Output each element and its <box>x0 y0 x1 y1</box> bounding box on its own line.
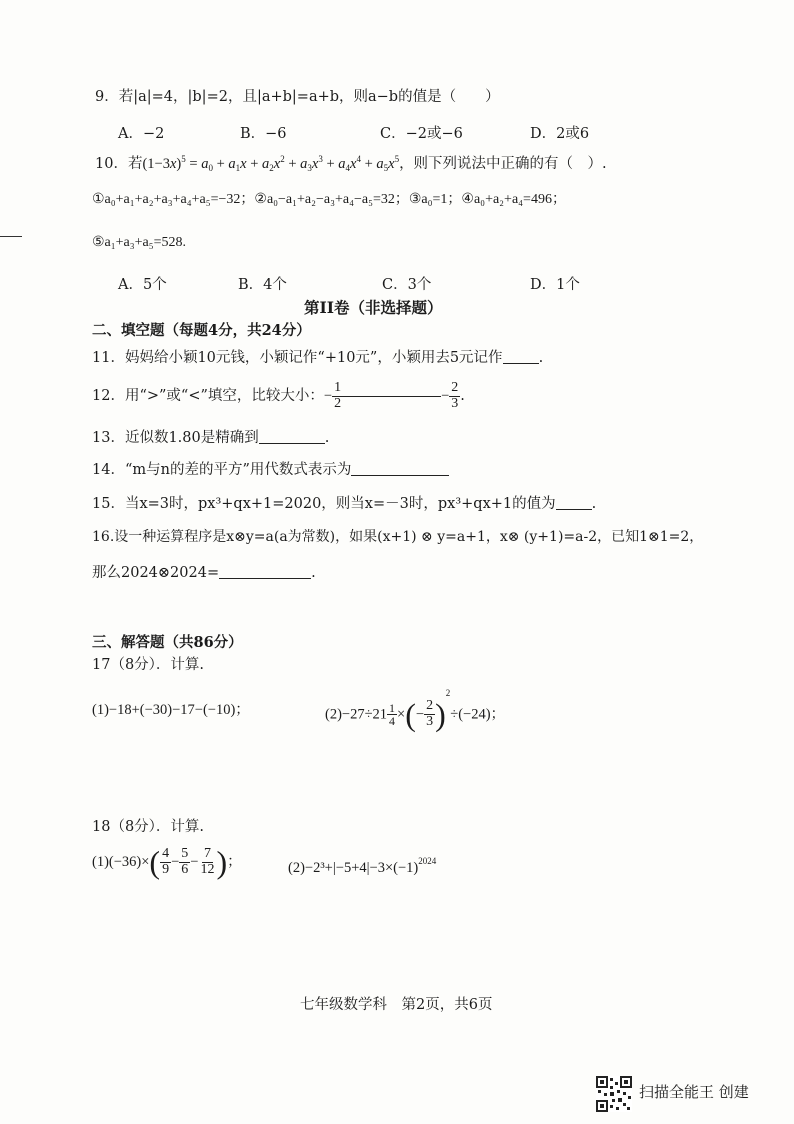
q10-statement-5: ⑤a₁+a₃+a₅=528. <box>92 235 187 250</box>
q12-blank[interactable] <box>343 396 441 397</box>
question-14 <box>92 463 449 478</box>
q14-blank[interactable] <box>351 475 449 476</box>
q17-inner-fraction: $\frac{2}{3}$ <box>426 698 434 730</box>
fill-section-heading: 二、填空题（每题4分，共24分） <box>92 322 311 339</box>
question-18-title: 18（8分）．计算. <box>92 819 205 835</box>
scanner-watermark: 扫描全能王 创建 <box>639 1083 749 1101</box>
q18-fraction-3: $\frac{7}{12}$ <box>200 845 215 877</box>
q18-fraction-1: $\frac{4}{9}$ <box>162 845 170 877</box>
question-16-line-1: 16.设一种运算程序是x⊗y=a(a为常数)，如果(x+1) ⊗ y=a+1，x⊗ (y+1)=a-2，已知1⊗1=2， <box>92 529 704 545</box>
question-12: 12．用“>”或“<”填空，比较大小：− $\frac{1}{2}$ − $\frac{2}{3}$ . <box>92 380 465 411</box>
q10-option-d: D．1个 <box>530 277 580 293</box>
q17-mixed-fraction: $\frac{1}{4}$ <box>389 700 396 729</box>
q9-option-b: B．−6 <box>240 126 287 142</box>
q13-text: 13．近似数1.80是精确到 <box>92 430 259 446</box>
q15-blank[interactable] <box>556 509 592 510</box>
q11-blank[interactable] <box>503 363 539 364</box>
margin-mark <box>0 236 22 237</box>
q12-fraction-2: $\frac{2}{3}$ <box>451 380 459 411</box>
q14-text: 14．“m与n的差的平方”用代数式表示为 <box>92 462 352 478</box>
q18-part-1: (1)(−36)×( $\frac{4}{9}$ − $\frac{5}{6}$ − $\frac{7}{12}$ )； <box>92 844 242 880</box>
q16-blank[interactable] <box>219 578 311 579</box>
question-11: 11．妈妈给小颖10元钱，小颖记作“+10元”，小颖用去5元记作 . <box>92 350 544 366</box>
q13-blank[interactable] <box>259 443 325 444</box>
question-13: 13．近似数1.80是精确到 . <box>92 430 330 446</box>
question-15: 15．当x=3时，px³+qx+1=2020，则当x=－3时，px³+qx+1的值为 . <box>92 496 597 512</box>
question-16-line-2: 那么2024⊗2024= . <box>92 565 316 581</box>
qr-code-icon <box>596 1076 632 1112</box>
q10-suffix: ，则下列说法中正确的有（ ）. <box>399 156 607 172</box>
q9-option-a: A．−2 <box>118 126 165 142</box>
q17-part-1: (1)−18+(−30)−17−(−10)； <box>92 702 250 718</box>
q9-option-d: D．2或6 <box>530 126 590 142</box>
q15-text: 15．当x=3时，px³+qx+1=2020，则当x=－3时，px³+qx+1的值为 <box>92 496 556 512</box>
q10-expansion: $(1-3x)^5 = a_0 + a_1x + a_2x^2 + a_3x^3 + a_4x^4 + a_5x^5$ <box>142 154 400 173</box>
q17-part-2: (2)−27÷21 $\frac{1}{4}$ ×(− $\frac{2}{3}$ )$^2$÷(−24)； <box>325 688 506 733</box>
solve-section-heading: 三、解答题（共86分） <box>92 634 243 651</box>
page-footer: 七年级数学科 第2页，共6页 <box>300 997 493 1013</box>
part-2-title: 第II卷（非选择题） <box>304 298 443 317</box>
q18-fraction-2: $\frac{5}{6}$ <box>181 845 189 877</box>
q16-text: 那么2024⊗2024= <box>92 565 220 581</box>
question-10-stem <box>95 155 607 173</box>
q10-option-c: C．3个 <box>382 277 432 293</box>
q9-option-c: C．−2或−6 <box>380 126 463 142</box>
q18-part-2: $(2)-2^3+|-5+4|-3\times(-1)^{2024}$ <box>288 856 437 876</box>
q12-text: 12．用“>”或“<”填空，比较大小： <box>92 387 324 404</box>
q12-fraction-1: $\frac{1}{2}$ <box>334 380 342 411</box>
q11-text: 11．妈妈给小颖10元钱，小颖记作“+10元”，小颖用去5元记作 <box>92 350 503 366</box>
question-17-title: 17（8分）．计算. <box>92 657 205 673</box>
question-9-stem: 9．若|a|=4，|b|=2，且|a+b|=a+b，则a−b的值是（ ） <box>95 89 500 105</box>
q10-prefix: 10．若 <box>95 156 143 172</box>
q10-option-a: A．5个 <box>118 277 167 293</box>
q10-option-b: B．4个 <box>238 277 287 293</box>
q10-statements-1-4: ①a₀+a₁+a₂+a₃+a₄+a₅=−32；②a₀−a₁+a₂−a₃+a₄−a₅=32；③a₀=1；④a₀+a₂+a₄=496； <box>92 192 566 207</box>
